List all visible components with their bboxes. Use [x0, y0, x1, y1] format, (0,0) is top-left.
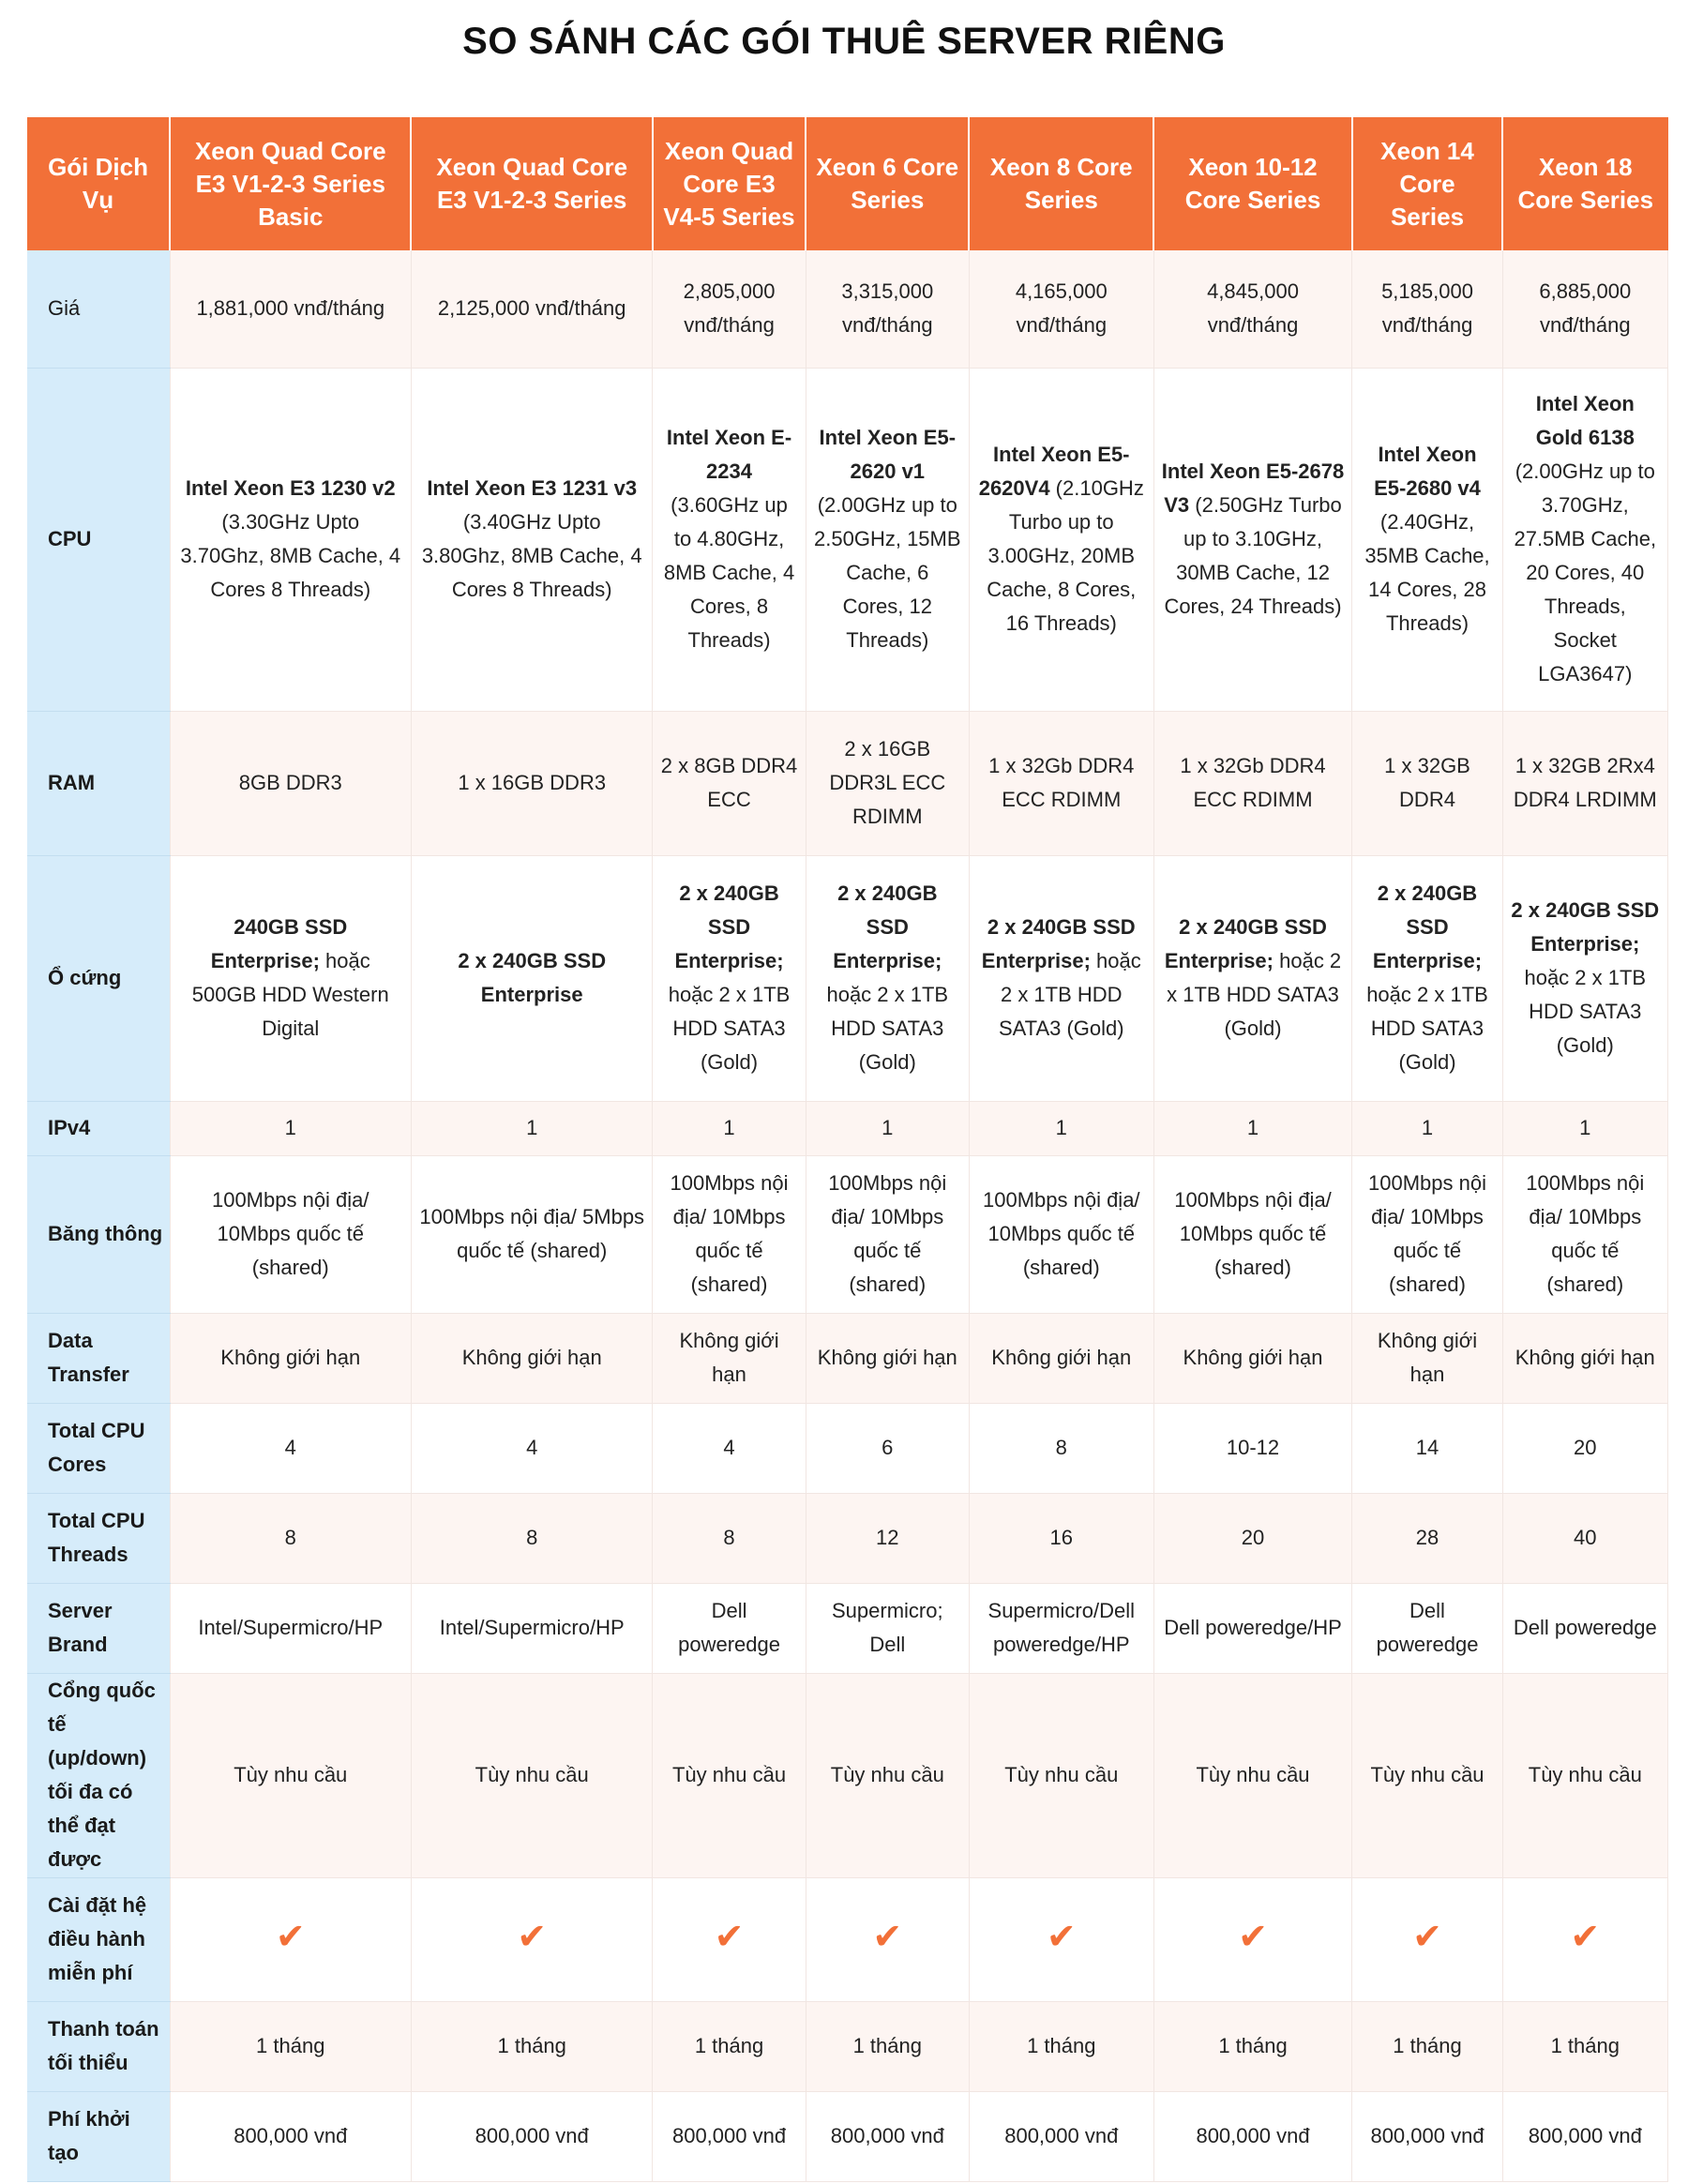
table-cell: [969, 1313, 1153, 1403]
table-cell: [653, 368, 806, 711]
table-cell: [170, 250, 411, 368]
cell-text: 6: [882, 1436, 894, 1459]
cell-text: 2 x 8GB DDR4 ECC: [660, 754, 798, 811]
table-cell: [1153, 1403, 1352, 1493]
cell-text: 1: [1579, 1116, 1591, 1139]
cell-text: 8: [1055, 1436, 1067, 1459]
cell-text: 14: [1415, 1436, 1439, 1459]
table-cell: [969, 1583, 1153, 1673]
table-cell: [1352, 1155, 1502, 1313]
table-cell: [806, 1155, 969, 1313]
table-cell: [806, 1101, 969, 1155]
table-cell: [1502, 1101, 1667, 1155]
header-package-7: Xeon 14 Core Series: [1352, 117, 1502, 250]
table-cell: [1352, 368, 1502, 711]
cell-text: Tùy nhu cầu: [1196, 1763, 1310, 1786]
table-cell: [1352, 1673, 1502, 1877]
cell-text: 20: [1241, 1526, 1265, 1549]
cell-text: 1 tháng: [256, 2034, 325, 2057]
header-service-package: Gói Dịch Vụ: [27, 117, 170, 250]
table-row: [27, 2091, 1668, 2181]
table-cell: [653, 2091, 806, 2181]
table-cell: [806, 1403, 969, 1493]
table-cell: [1502, 2091, 1667, 2181]
cell-bold-text: 2 x 240GB SSD Enterprise;: [981, 915, 1136, 972]
cell-text: Tùy nhu cầu: [1370, 1763, 1485, 1786]
table-row: [27, 1313, 1668, 1403]
header-package-6: Xeon 10-12 Core Series: [1153, 117, 1352, 250]
row-label: Server Brand: [27, 1583, 170, 1673]
cell-bold-text: Intel Xeon E3 1230 v2: [185, 476, 396, 500]
cell-text: 5,185,000 vnđ/tháng: [1381, 279, 1473, 338]
cell-text: 1 x 32Gb DDR4 ECC RDIMM: [1180, 754, 1326, 811]
table-cell: [969, 2091, 1153, 2181]
table-cell: [969, 1101, 1153, 1155]
table-cell: [1502, 368, 1667, 711]
table-cell: [170, 1403, 411, 1493]
cell-text: 100Mbps nội địa/ 10Mbps quốc tế (shared): [828, 1171, 947, 1296]
table-cell: [1153, 711, 1352, 855]
table-cell: [1153, 368, 1352, 711]
cell-text: 4: [723, 1436, 735, 1459]
cell-text: 100Mbps nội địa/ 10Mbps quốc tế (shared): [211, 1188, 369, 1279]
table-header-row: [27, 117, 1668, 250]
cell-text: 12: [876, 1526, 899, 1549]
checkmark-icon: ✔: [275, 1917, 306, 1957]
cell-text: Không giới hạn: [817, 1346, 957, 1369]
table-cell: [969, 1673, 1153, 1877]
row-label: Total CPU Threads: [27, 1493, 170, 1583]
table-cell: [411, 368, 652, 711]
cell-text: 6,885,000 vnđ/tháng: [1539, 279, 1632, 338]
table-cell: [411, 1583, 652, 1673]
cell-text: 100Mbps nội địa/ 10Mbps quốc tế (shared): [1526, 1171, 1645, 1296]
table-cell: [411, 1313, 652, 1403]
cell-text: Dell poweredge: [1376, 1599, 1479, 1656]
table-cell: [653, 1583, 806, 1673]
table-cell: [170, 1583, 411, 1673]
cell-bold-text: Intel Xeon E-2234: [666, 426, 792, 483]
cell-text: 1 tháng: [1218, 2034, 1288, 2057]
cell-bold-text: 2 x 240GB SSD Enterprise: [458, 949, 607, 1006]
cell-text: 1 tháng: [1027, 2034, 1096, 2057]
header-package-1: Xeon Quad Core E3 V1-2-3 Series Basic: [170, 117, 411, 250]
cell-bold-text: Intel Xeon E5-2620 v1: [819, 426, 957, 483]
table-cell: [969, 1493, 1153, 1583]
checkmark-icon: ✔: [517, 1917, 548, 1957]
table-cell: [1502, 711, 1667, 855]
cell-text: 100Mbps nội địa/ 10Mbps quốc tế (shared): [1368, 1171, 1486, 1296]
table-row: [27, 1101, 1668, 1155]
table-cell: [1352, 1403, 1502, 1493]
cell-bold-text: Intel Xeon E5-2620V4: [978, 443, 1130, 500]
cell-text: 1 x 16GB DDR3: [458, 771, 607, 794]
table-cell: [969, 1403, 1153, 1493]
table-cell: [1352, 1101, 1502, 1155]
cell-text: 800,000 vnđ: [671, 2124, 787, 2147]
cell-text: 1: [284, 1116, 296, 1139]
table-cell: [170, 1493, 411, 1583]
cell-bold-text: Intel Xeon E5-2680 v4: [1374, 443, 1481, 500]
cell-text: hoặc 2 x 1TB HDD SATA3 (Gold): [826, 983, 949, 1074]
table-row: [27, 711, 1668, 855]
table-cell: [411, 250, 652, 368]
row-label: Băng thông: [27, 1155, 170, 1313]
cell-text: (3.40GHz Upto 3.80Ghz, 8MB Cache, 4 Cores 8 Threads): [421, 510, 642, 601]
table-cell: [653, 1493, 806, 1583]
cell-bold-text: Intel Xeon E5-2678 V3: [1161, 459, 1345, 517]
table-cell: [170, 1155, 411, 1313]
cell-text: 1: [723, 1116, 735, 1139]
table-row: [27, 855, 1668, 1101]
cell-text: 1 tháng: [852, 2034, 922, 2057]
row-label: Data Transfer: [27, 1313, 170, 1403]
checkmark-icon: ✔: [872, 1917, 903, 1957]
cell-text: 1 x 32GB DDR4: [1384, 754, 1470, 811]
table-cell: [806, 1673, 969, 1877]
cell-text: hoặc 2 x 1TB HDD SATA3 (Gold): [1524, 966, 1647, 1057]
header-package-2: Xeon Quad Core E3 V1-2-3 Series: [411, 117, 652, 250]
table-cell: [1502, 1583, 1667, 1673]
cell-text: 1 tháng: [694, 2034, 764, 2057]
cell-text: 8: [723, 1526, 735, 1549]
checkmark-icon: ✔: [1570, 1917, 1601, 1957]
cell-text: 40: [1574, 1526, 1597, 1549]
cell-text: 8GB DDR3: [238, 771, 342, 794]
cell-text: (3.60GHz up to 4.80GHz, 8MB Cache, 4 Cores, 8 Threads): [663, 493, 795, 652]
cell-text: hoặc 2 x 1TB HDD SATA3 (Gold): [1167, 949, 1342, 1040]
table-cell: [653, 250, 806, 368]
table-cell: [1153, 1493, 1352, 1583]
checkmark-icon: ✔: [1238, 1917, 1268, 1957]
cell-text: 4: [284, 1436, 296, 1459]
table-cell: [1502, 1493, 1667, 1583]
table-cell: [1352, 1583, 1502, 1673]
cell-text: 1: [1421, 1116, 1434, 1139]
table-cell: [1502, 1673, 1667, 1877]
table-cell: [653, 1101, 806, 1155]
table-cell: [806, 711, 969, 855]
table-cell: [1153, 855, 1352, 1101]
cell-text: 100Mbps nội địa/ 10Mbps quốc tế (shared): [1174, 1188, 1332, 1279]
table-cell: [969, 855, 1153, 1101]
cell-text: 1: [1246, 1116, 1259, 1139]
cell-text: 800,000 vnđ: [1004, 2124, 1119, 2147]
checkmark-icon: ✔: [1046, 1917, 1077, 1957]
table-cell: [969, 711, 1153, 855]
cell-text: Không giới hạn: [991, 1346, 1132, 1369]
table-cell: [1502, 1877, 1667, 2001]
table-cell: [411, 1673, 652, 1877]
cell-text: 100Mbps nội địa/ 10Mbps quốc tế (shared): [982, 1188, 1140, 1279]
header-package-3: Xeon Quad Core E3 V4-5 Series: [653, 117, 806, 250]
cell-bold-text: 240GB SSD Enterprise;: [210, 915, 348, 972]
cell-text: 2,125,000 vnđ/tháng: [437, 296, 626, 321]
table-cell: [411, 1155, 652, 1313]
table-cell: [411, 855, 652, 1101]
table-cell: [1502, 855, 1667, 1101]
table-cell: [653, 1673, 806, 1877]
cell-text: 3,315,000 vnđ/tháng: [841, 279, 934, 338]
cell-text: 800,000 vnđ: [830, 2124, 944, 2147]
cell-text: (2.00GHz up to 2.50GHz, 15MB Cache, 6 Cores, 12 Threads): [814, 493, 961, 652]
table-cell: [806, 368, 969, 711]
cell-text: Tùy nhu cầu: [1004, 1763, 1119, 1786]
table-cell: [806, 1313, 969, 1403]
cell-text: (2.00GHz up to 3.70GHz, 27.5MB Cache, 20 Cores, 40 Threads, Socket LGA3647): [1514, 459, 1657, 685]
table-cell: [1352, 1493, 1502, 1583]
cell-text: Dell poweredge: [1513, 1616, 1657, 1639]
cell-text: Không giới hạn: [1515, 1346, 1655, 1369]
checkmark-icon: ✔: [1412, 1917, 1442, 1957]
cell-text: Tùy nhu cầu: [475, 1763, 589, 1786]
cell-text: 4,845,000 vnđ/tháng: [1207, 279, 1299, 338]
table-row: [27, 2001, 1668, 2091]
cell-bold-text: 2 x 240GB SSD Enterprise;: [1372, 881, 1483, 972]
row-label: Giá: [27, 250, 170, 368]
cell-text: 28: [1415, 1526, 1439, 1549]
table-cell: [170, 1101, 411, 1155]
cell-text: 1 tháng: [1550, 2034, 1620, 2057]
table-cell: [1153, 2091, 1352, 2181]
row-label: Phí khởi tạo: [27, 2091, 170, 2181]
row-label: Ổ cứng: [27, 855, 170, 1101]
cell-bold-text: Intel Xeon Gold 6138: [1535, 392, 1635, 449]
header-package-8: Xeon 18 Core Series: [1502, 117, 1667, 250]
table-cell: [1352, 2001, 1502, 2091]
cell-text: hoặc 2 x 1TB HDD SATA3 (Gold): [1366, 983, 1488, 1074]
table-cell: [1502, 1155, 1667, 1313]
table-cell: [1352, 250, 1502, 368]
row-label: Total CPU Cores: [27, 1403, 170, 1493]
cell-text: 1 x 32GB 2Rx4 DDR4 LRDIMM: [1513, 754, 1657, 811]
table-row: [27, 1403, 1668, 1493]
cell-text: 1 tháng: [497, 2034, 566, 2057]
cell-text: 2,805,000 vnđ/tháng: [683, 279, 776, 338]
table-cell: [806, 2001, 969, 2091]
cell-text: Intel/Supermicro/HP: [198, 1616, 384, 1639]
table-cell: [170, 855, 411, 1101]
cell-text: 1 tháng: [1393, 2034, 1462, 2057]
table-row: [27, 368, 1668, 711]
table-cell: [806, 250, 969, 368]
cell-text: 1: [526, 1116, 538, 1139]
table-cell: [969, 368, 1153, 711]
cell-text: 1,881,000 vnđ/tháng: [196, 296, 385, 321]
table-cell: [653, 1403, 806, 1493]
table-cell: [806, 2091, 969, 2181]
table-cell: [653, 1155, 806, 1313]
table-cell: [969, 1877, 1153, 2001]
row-label: CPU: [27, 368, 170, 711]
table-cell: [170, 2001, 411, 2091]
table-cell: [1352, 711, 1502, 855]
table-cell: [1153, 1155, 1352, 1313]
table-cell: [653, 855, 806, 1101]
table-cell: [806, 1877, 969, 2001]
table-cell: [411, 2091, 652, 2181]
cell-text: Tùy nhu cầu: [671, 1763, 787, 1786]
cell-text: 4,165,000 vnđ/tháng: [1015, 279, 1108, 338]
checkmark-icon: ✔: [714, 1917, 745, 1957]
table-cell: [411, 1403, 652, 1493]
table-cell: [1502, 2001, 1667, 2091]
cell-text: 2 x 16GB DDR3L ECC RDIMM: [829, 737, 946, 828]
table-cell: [1502, 1403, 1667, 1493]
cell-bold-text: 2 x 240GB SSD Enterprise;: [1164, 915, 1327, 972]
cell-text: hoặc 2 x 1TB HDD SATA3 (Gold): [668, 983, 791, 1074]
table-cell: [411, 1493, 652, 1583]
table-row: [27, 1155, 1668, 1313]
table-cell: [1502, 250, 1667, 368]
page-title: SO SÁNH CÁC GÓI THUÊ SERVER RIÊNG: [462, 21, 1226, 62]
table-cell: [806, 1493, 969, 1583]
cell-text: Không giới hạn: [220, 1346, 361, 1369]
cell-text: Không giới hạn: [461, 1346, 602, 1369]
row-label: Cài đặt hệ điều hành miễn phí: [27, 1877, 170, 2001]
table-row: [27, 250, 1668, 368]
cell-text: hoặc 2 x 1TB HDD SATA3 (Gold): [998, 949, 1141, 1040]
row-label: RAM: [27, 711, 170, 855]
cell-text: 800,000 vnđ: [1528, 2124, 1642, 2147]
table-cell: [170, 1673, 411, 1877]
cell-text: 10-12: [1226, 1436, 1280, 1459]
table-cell: [969, 2001, 1153, 2091]
table-cell: [1153, 1313, 1352, 1403]
table-cell: [653, 2001, 806, 2091]
table-cell: [1502, 1313, 1667, 1403]
cell-text: 100Mbps nội địa/ 10Mbps quốc tế (shared): [670, 1171, 789, 1296]
table-cell: [170, 1313, 411, 1403]
cell-text: 8: [284, 1526, 296, 1549]
cell-text: (2.50GHz Turbo up to 3.10GHz, 30MB Cache, 12 Cores, 24 Threads): [1164, 493, 1342, 618]
row-label: Cổng quốc tế (up/down) tối đa có thể đạt được: [27, 1673, 170, 1877]
table-row: [27, 1493, 1668, 1583]
cell-bold-text: 2 x 240GB SSD Enterprise;: [1511, 898, 1660, 956]
table-cell: [170, 368, 411, 711]
table-cell: [1153, 1101, 1352, 1155]
cell-text: 8: [526, 1526, 538, 1549]
table-row: [27, 1673, 1668, 1877]
cell-text: 100Mbps nội địa/ 5Mbps quốc tế (shared): [419, 1205, 645, 1262]
cell-text: hoặc 500GB HDD Western Digital: [191, 949, 389, 1040]
cell-text: 20: [1574, 1436, 1597, 1459]
comparison-table: [27, 117, 1668, 2182]
cell-text: Supermicro; Dell: [831, 1599, 943, 1656]
cell-text: 800,000 vnđ: [1370, 2124, 1485, 2147]
table-cell: [170, 2091, 411, 2181]
cell-text: Tùy nhu cầu: [830, 1763, 944, 1786]
cell-bold-text: 2 x 240GB SSD Enterprise;: [674, 881, 784, 972]
table-cell: [653, 711, 806, 855]
table-cell: [1352, 2091, 1502, 2181]
cell-bold-text: Intel Xeon E3 1231 v3: [427, 476, 638, 500]
cell-bold-text: 2 x 240GB SSD Enterprise;: [833, 881, 942, 972]
table-cell: [1153, 1583, 1352, 1673]
header-package-4: Xeon 6 Core Series: [806, 117, 969, 250]
table-cell: [806, 1583, 969, 1673]
table-cell: [653, 1877, 806, 2001]
cell-text: 1 x 32Gb DDR4 ECC RDIMM: [988, 754, 1135, 811]
table-cell: [1352, 855, 1502, 1101]
table-cell: [806, 855, 969, 1101]
table-cell: [1153, 2001, 1352, 2091]
cell-text: 1: [882, 1116, 894, 1139]
table-cell: [1153, 1673, 1352, 1877]
cell-text: (3.30GHz Upto 3.70Ghz, 8MB Cache, 4 Cores 8 Threads): [180, 510, 401, 601]
table-cell: [170, 711, 411, 855]
row-label: Thanh toán tối thiểu: [27, 2001, 170, 2091]
cell-text: 800,000 vnđ: [475, 2124, 589, 2147]
header-package-5: Xeon 8 Core Series: [969, 117, 1153, 250]
cell-text: 800,000 vnđ: [234, 2124, 348, 2147]
table-cell: [1153, 1877, 1352, 2001]
cell-text: Không giới hạn: [1183, 1346, 1323, 1369]
cell-text: 800,000 vnđ: [1196, 2124, 1310, 2147]
cell-text: 4: [526, 1436, 538, 1459]
table-cell: [653, 1313, 806, 1403]
cell-text: Tùy nhu cầu: [1528, 1763, 1642, 1786]
cell-text: Dell poweredge/HP: [1164, 1616, 1342, 1639]
table-row: [27, 1877, 1668, 2001]
table-row: [27, 1583, 1668, 1673]
table-cell: [411, 1101, 652, 1155]
table-cell: [1352, 1877, 1502, 2001]
cell-text: 1: [1055, 1116, 1067, 1139]
table-cell: [170, 1877, 411, 2001]
cell-text: Dell poweredge: [678, 1599, 780, 1656]
table-cell: [411, 2001, 652, 2091]
cell-text: 16: [1049, 1526, 1074, 1549]
table-cell: [1153, 250, 1352, 368]
row-label: IPv4: [27, 1101, 170, 1155]
cell-text: Tùy nhu cầu: [234, 1763, 348, 1786]
table-cell: [1352, 1313, 1502, 1403]
cell-text: Không giới hạn: [1377, 1329, 1478, 1386]
table-cell: [969, 250, 1153, 368]
cell-text: (2.10GHz Turbo up to 3.00GHz, 20MB Cache, 8 Cores, 16 Threads): [987, 476, 1144, 635]
table-cell: [411, 1877, 652, 2001]
cell-text: Intel/Supermicro/HP: [439, 1616, 625, 1639]
table-cell: [969, 1155, 1153, 1313]
table-cell: [411, 711, 652, 855]
cell-text: (2.40GHz, 35MB Cache, 14 Cores, 28 Threads): [1364, 510, 1490, 635]
cell-text: Không giới hạn: [679, 1329, 779, 1386]
cell-text: Supermicro/Dell poweredge/HP: [987, 1599, 1136, 1656]
